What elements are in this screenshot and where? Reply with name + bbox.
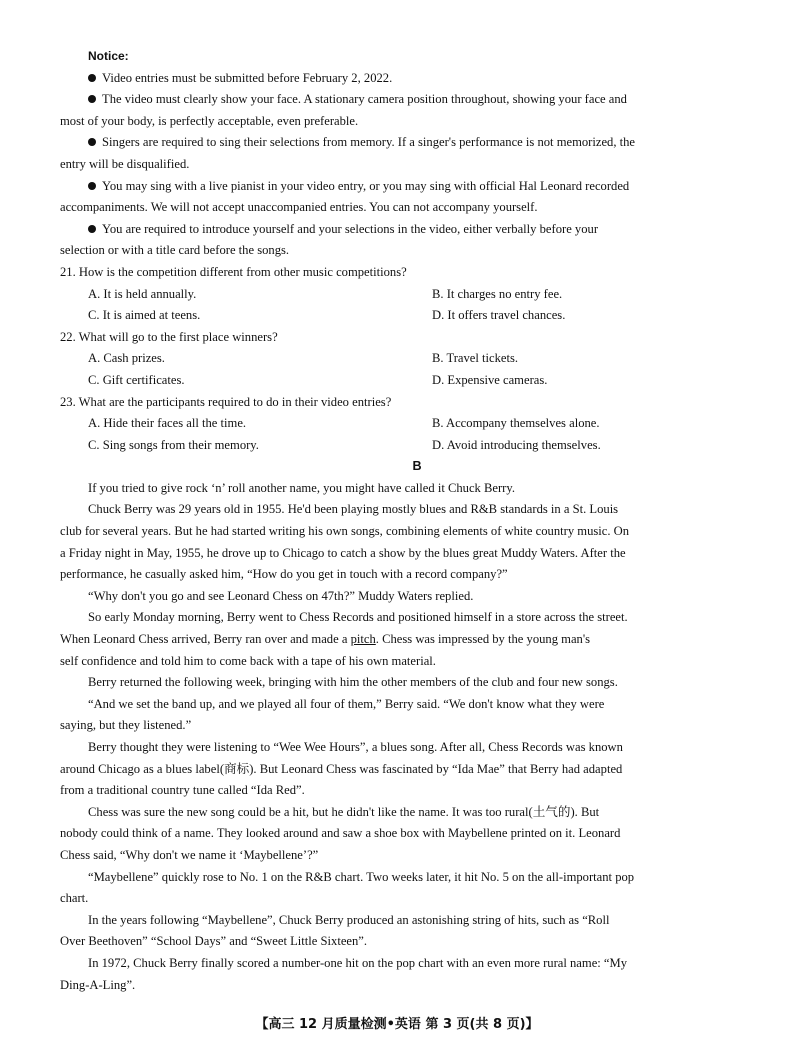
- notice-continuation: selection or with a title card before the songs.: [60, 243, 290, 258]
- option-b[interactable]: B. It charges no entry fee.: [432, 286, 563, 301]
- passage-line: Over Beethoven” “School Days” and “Sweet Little Sixteen”.: [60, 934, 368, 949]
- passage-line: Chess said, “Why don't we name it ‘Maybellene’?”: [60, 847, 319, 862]
- passage-line: Berry returned the following week, bringing with him the other members of the club and four new songs.: [88, 675, 618, 690]
- notice-bullet: The video must clearly show your face. A stationary camera position throughout, showing your face and: [88, 89, 746, 111]
- question-stem: 23. What are the participants required to do in their video entries?: [60, 394, 392, 409]
- page-footer: 【高三 12 月质量检测•英语 第 3 页(共 8 页)】: [255, 1017, 539, 1032]
- bullet-icon: [88, 74, 96, 82]
- passage-line: a Friday night in May, 1955, he drove up to Chicago to catch a show by the blues great Muddy Waters. After the: [60, 545, 626, 560]
- bullet-icon: [88, 95, 96, 103]
- passage-line: In the years following “Maybellene”, Chuck Berry produced an astonishing string of hits, such as “Roll: [88, 912, 610, 927]
- reading-passage: [60, 478, 746, 996]
- underlined-word: pitch: [350, 632, 376, 647]
- bullet-icon: [88, 182, 96, 190]
- passage-line: Chess was sure the new song could be a hit, but he didn't like the name. It was too rural(土气的). But: [88, 804, 600, 819]
- notice-continuation: most of your body, is perfectly acceptable, even preferable.: [60, 113, 359, 128]
- question-options: [88, 284, 746, 327]
- passage-line: Ding-A-Ling”.: [60, 977, 136, 992]
- question-options: [88, 348, 746, 391]
- option-b[interactable]: B. Accompany themselves alone.: [432, 416, 600, 431]
- passage-line: club for several years. But he had started writing his own songs, combining elements of white country music. On: [60, 524, 630, 539]
- passage-line: When Leonard Chess arrived, Berry ran over and made a pitch. Chess was impressed by the young man's: [60, 632, 591, 647]
- passage-line: Chuck Berry was 29 years old in 1955. He'd been playing mostly blues and R&B standards in a St. Louis: [88, 502, 619, 517]
- passage-line: from a traditional country tune called “Ida Red”.: [60, 783, 305, 798]
- passage-line: nobody could think of a name. They looked around and saw a shoe box with Maybellene printed on it. Leonard: [60, 826, 621, 841]
- option-c[interactable]: C. Gift certificates.: [88, 372, 185, 387]
- option-d[interactable]: D. Expensive cameras.: [432, 372, 548, 387]
- option-c[interactable]: C. Sing songs from their memory.: [88, 437, 259, 452]
- option-b[interactable]: B. Travel tickets.: [432, 351, 519, 366]
- question-stem: 21. How is the competition different from other music competitions?: [60, 264, 407, 279]
- bullet-icon: [88, 138, 96, 146]
- section-heading: B: [412, 459, 422, 474]
- notice-bullet: You are required to introduce yourself and your selections in the video, either verbally before your: [88, 219, 746, 241]
- option-d[interactable]: D. It offers travel chances.: [432, 308, 566, 323]
- option-d[interactable]: D. Avoid introducing themselves.: [432, 437, 601, 452]
- passage-line: “And we set the band up, and we played all four of them,” Berry said. “We don't know what they were: [88, 696, 605, 711]
- passage-line: “Maybellene” quickly rose to No. 1 on the R&B chart. Two weeks later, it hit No. 5 on the all-important pop: [88, 869, 635, 884]
- question-stem: 22. What will go to the first place winners?: [60, 329, 278, 344]
- passage-line: In 1972, Chuck Berry finally scored a number-one hit on the pop chart with an even more rural name: “My: [88, 955, 628, 970]
- passage-line: So early Monday morning, Berry went to Chess Records and positioned himself in a store across the street.: [88, 610, 628, 625]
- passage-line: self confidence and told him to come back with a tape of his own material.: [60, 653, 436, 668]
- bullet-icon: [88, 225, 96, 233]
- notice-bullet: You may sing with a live pianist in your video entry, or you may sing with official Hal Leonard recorded: [88, 176, 746, 198]
- notice-bullet: Video entries must be submitted before February 2, 2022.: [88, 68, 746, 90]
- option-c[interactable]: C. It is aimed at teens.: [88, 308, 201, 323]
- passage-line: performance, he casually asked him, “How do you get in touch with a record company?”: [60, 567, 508, 582]
- option-a[interactable]: A. Cash prizes.: [88, 351, 165, 366]
- option-a[interactable]: A. It is held annually.: [88, 286, 197, 301]
- passage-line: saying, but they listened.”: [60, 718, 192, 733]
- option-a[interactable]: A. Hide their faces all the time.: [88, 416, 247, 431]
- page-content: [60, 46, 746, 996]
- notice-continuation: entry will be disqualified.: [60, 156, 190, 171]
- passage-line: around Chicago as a blues label(商标). But Leonard Chess was fascinated by “Ida Mae” that Berry had adapted: [60, 761, 623, 776]
- passage-line: “Why don't you go and see Leonard Chess on 47th?” Muddy Waters replied.: [88, 588, 474, 603]
- question-options: [88, 413, 746, 456]
- notice-title: Notice:: [88, 49, 129, 63]
- passage-line: If you tried to give rock ‘n’ roll another name, you might have called it Chuck Berry.: [88, 480, 516, 495]
- passage-line: chart.: [60, 891, 89, 906]
- notice-bullet: Singers are required to sing their selections from memory. If a singer's performance is not memorized, the: [88, 132, 746, 154]
- notice-continuation: accompaniments. We will not accept unaccompanied entries. You can not accompany yourself.: [60, 200, 538, 215]
- passage-line: Berry thought they were listening to “Wee Wee Hours”, a blues song. After all, Chess Records was known: [88, 740, 623, 754]
